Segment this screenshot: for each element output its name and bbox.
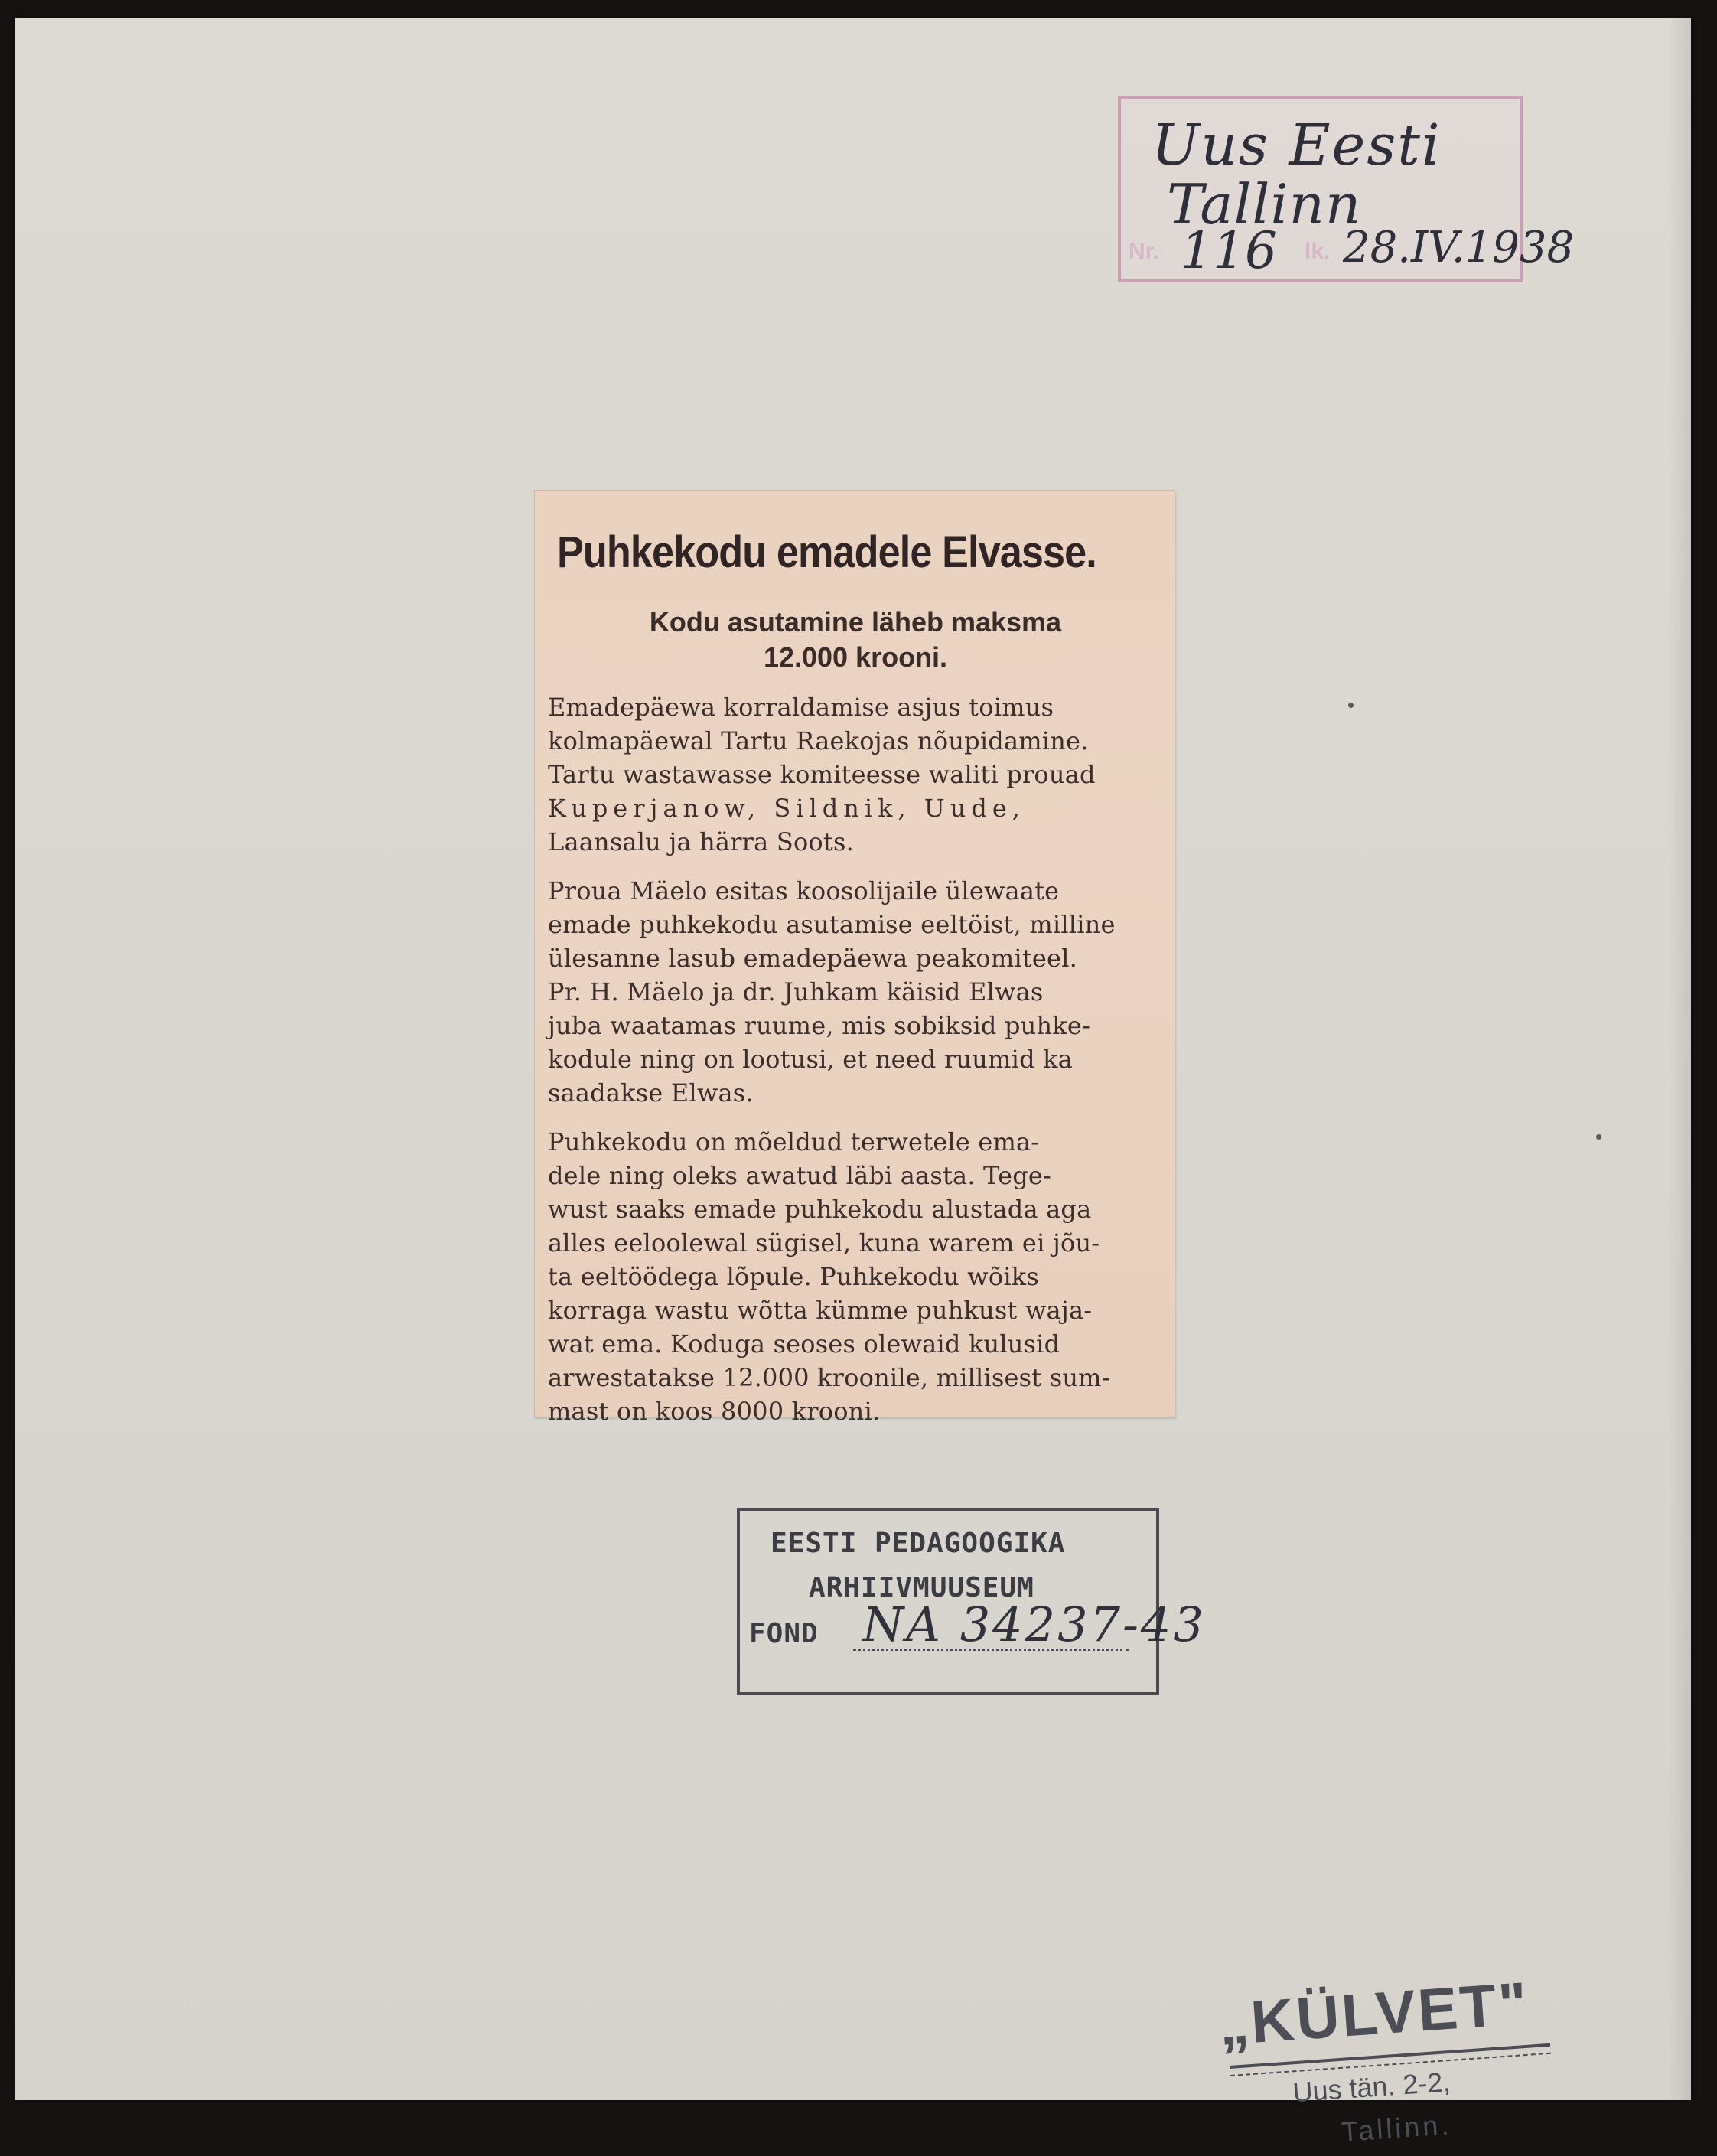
museum-stamp-fond-label: FOND <box>749 1618 819 1649</box>
paragraph-gap <box>548 859 1154 874</box>
museum-stamp-line1: EESTI PEDAGOOGIKA <box>771 1528 1066 1559</box>
article-line: Puhkekodu on mõeldud terwetele ema- <box>548 1127 1040 1156</box>
dotted-rule <box>853 1649 1129 1651</box>
article-line: saadakse Elwas. <box>548 1078 754 1107</box>
article-line: arwestatakse 12.000 kroonile, millisest sum- <box>548 1363 1110 1392</box>
newspaper-clipping <box>534 490 1175 1426</box>
article-line: mast on koos 8000 krooni. <box>548 1397 881 1426</box>
article-line: wat ema. Koduga seoses olewaid kulusid <box>548 1329 1060 1359</box>
handwritten-number: 116 <box>1181 221 1277 280</box>
handwritten-fond-number: NA 34237-43 <box>862 1597 1206 1652</box>
article-line: ülesanne lasub emadepäewa peakomiteel. <box>548 944 1078 973</box>
clipping-body <box>548 690 1154 1428</box>
paper-speck <box>1348 703 1354 708</box>
stamp-label-nr: Nr. <box>1129 239 1160 264</box>
handwritten-place: Tallinn <box>1167 172 1362 236</box>
article-line: dele ning oleks awatud läbi aasta. Tege- <box>548 1161 1052 1190</box>
article-line: Tartu wastawasse komiteesse waliti prouad <box>548 760 1096 789</box>
article-line: alles eeloolewal sügisel, kuna warem ei jõu- <box>548 1228 1100 1257</box>
binder-stamp-city: Tallinn. <box>1340 2109 1453 2148</box>
stamp-label-lk: lk. <box>1305 239 1331 264</box>
handwritten-date: 28.IV.1938 <box>1343 223 1575 272</box>
clipping-subheadline <box>565 605 1146 675</box>
article-line: kodule ning on lootusi, et need ruumid ka <box>548 1045 1074 1074</box>
article-line: Proua Mäelo esitas koosolijaile ülewaate <box>548 876 1060 905</box>
paper-speck <box>1596 1134 1601 1140</box>
museum-archive-stamp <box>737 1508 1206 1695</box>
binder-stamp <box>1217 1965 1592 2148</box>
article-line: Laansalu ja härra Soots. <box>548 827 854 856</box>
clipping-headline: Puhkekodu emadele Elvasse. <box>557 527 1096 577</box>
article-line: Emadepäewa korraldamise asjus toimus <box>548 693 1054 722</box>
sheet-edge-shadow <box>1668 18 1691 2100</box>
article-line: juba waatamas ruume, mis sobiksid puhke- <box>548 1011 1091 1040</box>
article-line: emade puhkekodu asutamise eeltöist, milline <box>548 910 1116 939</box>
article-line: wust saaks emade puhkekodu alustada aga <box>548 1195 1092 1224</box>
paragraph-gap <box>548 1110 1154 1125</box>
museum-stamp-line2: ARHIIVMUUSEUM <box>809 1572 1034 1603</box>
subheadline-line: 12.000 krooni. <box>763 641 948 673</box>
binder-stamp-address: Uus tän. 2-2, <box>1292 2066 1451 2109</box>
archive-source-stamp <box>1118 96 1575 282</box>
article-line: Kuperjanow, Sildnik, Uude, <box>548 794 1025 823</box>
subheadline-line: Kodu asutamine läheb maksma <box>649 606 1062 638</box>
article-line: ta eeltöödega lõpule. Puhkekodu wõiks <box>548 1262 1039 1291</box>
article-line: korraga wastu wõtta kümme puhkust waja- <box>548 1296 1093 1325</box>
article-line: Pr. H. Mäelo ja dr. Juhkam käisid Elwas <box>548 977 1044 1006</box>
handwritten-source: Uus Eesti <box>1152 113 1442 178</box>
article-line: kolmapäewal Tartu Raekojas nõupidamine. <box>548 726 1089 755</box>
binder-stamp-name: „KÜLVET" <box>1217 1968 1532 2058</box>
